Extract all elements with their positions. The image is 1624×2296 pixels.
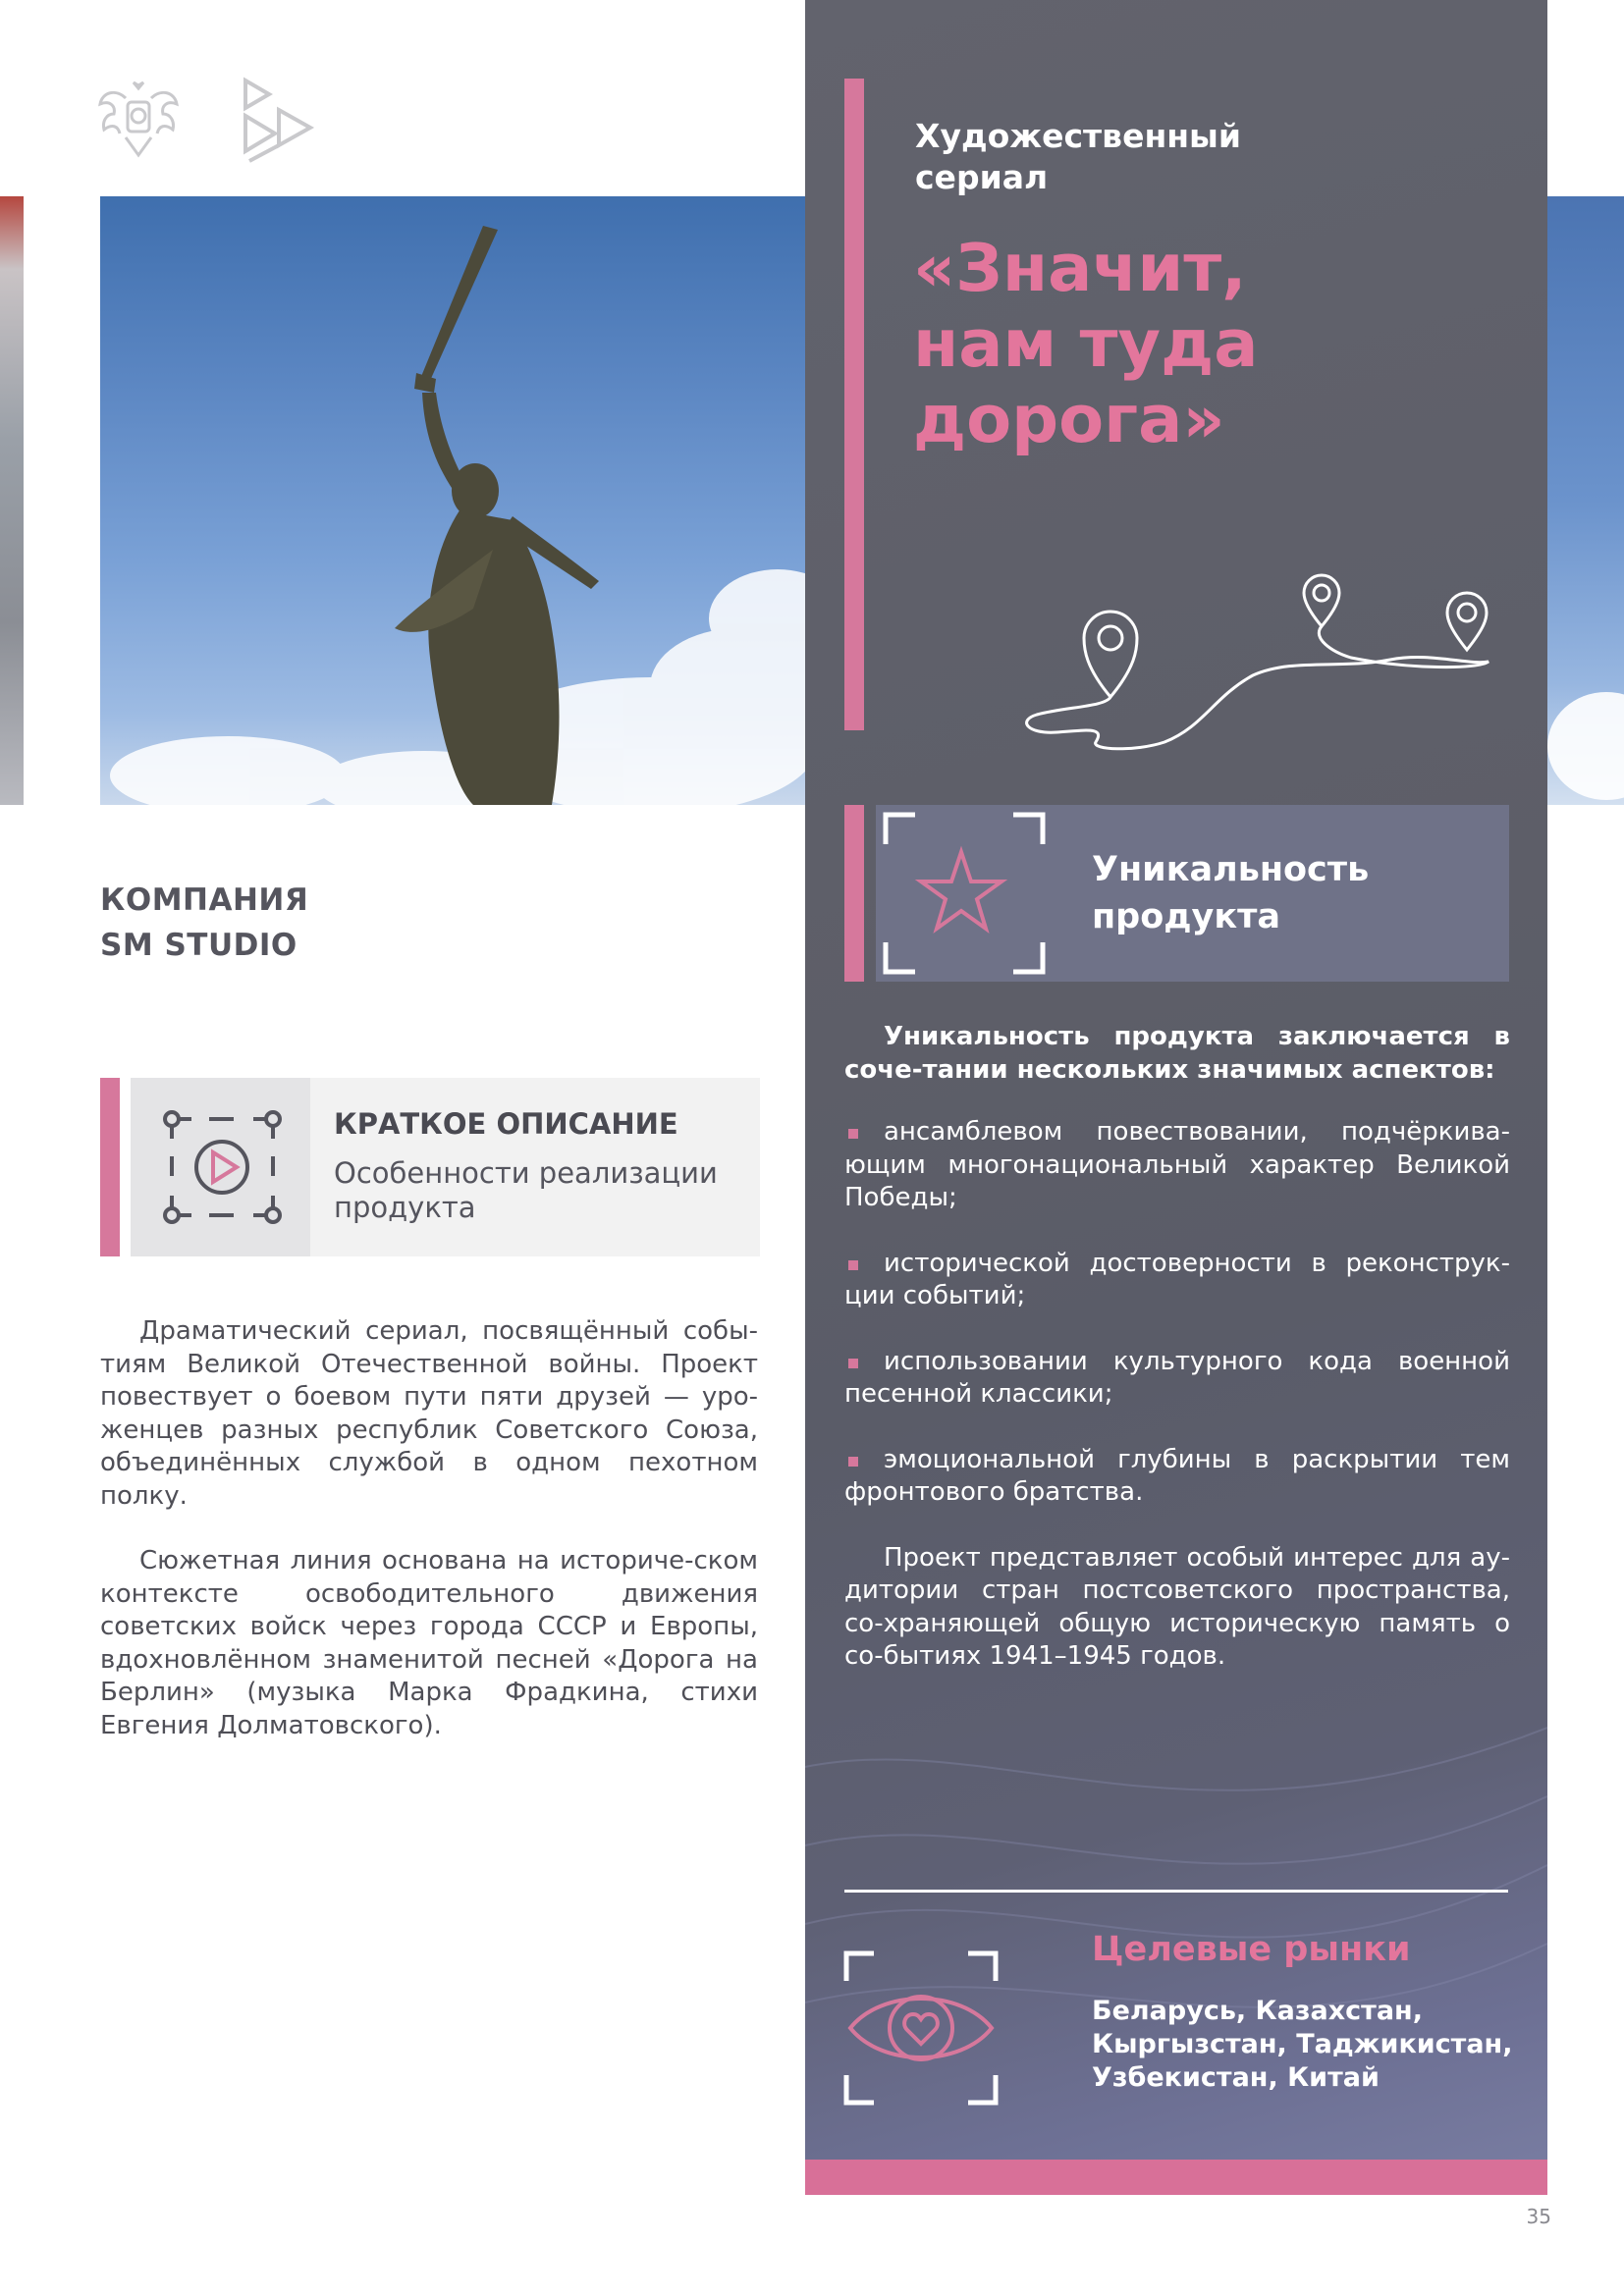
list-item-text: исторической достоверности в реконструк-ции событий; (844, 1248, 1510, 1310)
description-subtitle: Особенности реализации продукта (334, 1156, 718, 1224)
panel-bottom-accent (805, 2160, 1547, 2195)
list-item (844, 1346, 1510, 1412)
list-item-text: ансамблевом повествовании, подчёркива-ющим многонациональный характер Великой Победы; (844, 1117, 1510, 1212)
list-item (844, 1116, 1510, 1215)
paragraph: Сюжетная линия основана на историче-ском контексте освободительного движения советских войск через города СССР и Европы, вдохновлённом знаменитой песней «Дорога на Берлин» (музыка Марка Фрадкина, стихи Евгения Долматовского). (100, 1546, 758, 1740)
description-accent-bar (100, 1078, 120, 1256)
markets-line3: Узбекистан, Китай (1092, 2062, 1380, 2093)
photo-right-edge (1547, 196, 1624, 805)
markets-line1: Беларусь, Казахстан, (1092, 1996, 1423, 2026)
page-number: 35 (1526, 2205, 1551, 2228)
product-kind-line2: сериал (915, 158, 1049, 196)
uniqueness-intro: Уникальность продукта заключается в соче-тании нескольких значимых аспектов: (844, 1022, 1510, 1085)
uniqueness-list (844, 1116, 1510, 1510)
bullet-square (848, 1359, 858, 1368)
uniqueness-title-line1: Уникальность (1092, 850, 1370, 889)
list-item-text: эмоциональной глубины в раскрытии тем фронтового братства. (844, 1444, 1510, 1507)
markets-line2: Кыргызстан, Таджикистан, (1092, 2029, 1513, 2059)
uniqueness-title (1092, 846, 1504, 940)
video-play-frame-icon (131, 1078, 310, 1256)
list-item (844, 1248, 1510, 1313)
uniqueness-text (844, 1021, 1510, 1674)
description-icon-box (131, 1078, 310, 1256)
markets-title: Целевые рынки (1092, 1930, 1411, 1969)
product-kind (915, 116, 1504, 198)
left-body-text (100, 1315, 758, 1775)
eye-heart-frame-icon (842, 1949, 1000, 2107)
bullet-square (848, 1457, 858, 1467)
company-line2: SM STUDIO (100, 928, 298, 963)
description-title: КРАТКОЕ ОПИСАНИЕ (334, 1107, 678, 1141)
uniqueness-title-line2: продукта (1092, 897, 1281, 936)
photo-left-edge (0, 196, 24, 805)
uniqueness-accent-bar (844, 805, 864, 982)
star-frame-icon (876, 805, 1053, 982)
markets-list (1092, 1995, 1514, 2095)
markets-divider (844, 1890, 1508, 1893)
bullet-square (848, 1260, 858, 1270)
russian-emblem-icon (96, 79, 181, 163)
motherland-statue-illustration (100, 196, 805, 805)
list-item-text: использовании культурного кода военной песенной классики; (844, 1346, 1510, 1409)
product-kind-line1: Художественный (915, 117, 1242, 155)
series-title-line2: нам туда (913, 305, 1259, 382)
series-title-line1: «Значит, (913, 230, 1247, 306)
uniqueness-outro: Проект представляет особый интерес для ау-дитории стран постсоветского пространства, со-храняющей общую историческую память о со-бытиях 1941–1945 годов. (844, 1542, 1510, 1671)
paragraph: Драматический сериал, посвящённый собы-тиям Великой Отечественной войны. Проект повествует о боевом пути пяти друзей — уро-женцев разных республик Советского Союза, объединённых службой в одном пехотном полку. (100, 1316, 758, 1511)
title-accent-bar (844, 79, 864, 730)
series-title-line3: дорога» (913, 381, 1225, 457)
list-item (844, 1444, 1510, 1510)
brand-logo-icon (240, 77, 316, 167)
monument-photo (100, 196, 805, 805)
series-title (913, 231, 1522, 457)
company-line1: КОМПАНИЯ (100, 882, 309, 918)
company-name (100, 878, 591, 968)
route-pins-icon (1017, 560, 1508, 756)
bullet-square (848, 1129, 858, 1139)
